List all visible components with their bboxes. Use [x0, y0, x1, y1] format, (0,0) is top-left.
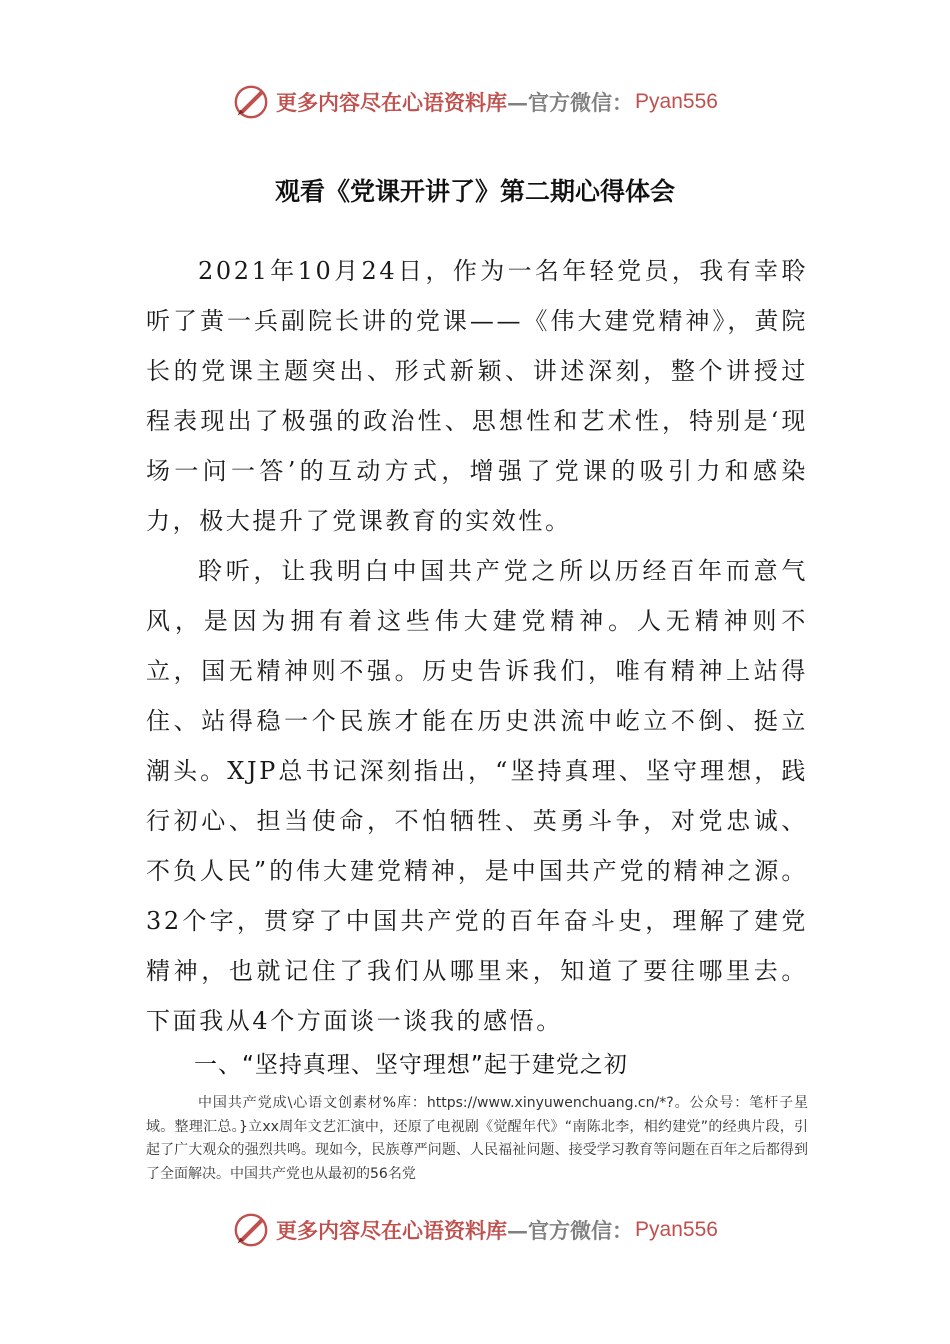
banner-gray-text: —官方微信：	[507, 90, 634, 115]
section-heading: 一、“坚持真理、坚守理想”起于建党之初	[194, 1052, 628, 1078]
document-title: 观看《党课开讲了》第二期心得体会	[274, 177, 675, 206]
paragraph-2: 聆听，让我明白中国共产党之所以历经百年而意气风，是因为拥有着这些伟大建党精神。人无精神则不立，国无精神则不强。历史告诉我们，唯有精神上站得住、站得稳一个民族才能在历史洪流中屹立不倒、挺立潮头。XJP总书记深刻指出，“坚持真理、坚守理想，践行初心、担当使命，不怕牺牲、英勇斗争，对党忠诚、不负人民”的伟大建党精神，是中国共产党的精神之源。32个字，贯穿了中国共产党的百年奋斗史，理解了建党精神，也就记住了我们从哪里来，知道了要往哪里去。下面我从4个方面谈一谈我的感悟。	[146, 557, 808, 1035]
header-banner	[0, 80, 950, 124]
banner-wechat-id: Pyan556	[635, 90, 718, 113]
banner-wechat-id: Pyan556	[635, 1218, 718, 1241]
pen-logo-icon	[232, 83, 270, 121]
pen-logo-icon	[232, 1211, 270, 1249]
small-paragraph: 中国共产党成\心语文创素材%库：https://www.xinyuwenchuang.cn/*?。公众号：笔杆子星域。整理汇总。}立xx周年文艺汇演中，还原了电视剧《觉醒年代》“南陈北李，相约建党”的经典片段，引起了广大观众的强烈共鸣。现如今，民族尊严问题、人民福祉问题、接受学习教育等问题在百年之后都得到了全面解决。中国共产党也从最初的56名党	[146, 1095, 808, 1182]
banner-gray-text: —官方微信：	[507, 1218, 634, 1243]
paragraph-1: 2021年10月24日，作为一名年轻党员，我有幸聆听了黄一兵副院长讲的党课——《伟大建党精神》，黄院长的党课主题突出、形式新颖、讲述深刻，整个讲授过程表现出了极强的政治性、思想性和艺术性，特别是‘现场一问一答’的互动方式，增强了党课的吸引力和感染力，极大提升了党课教育的实效性。	[146, 257, 808, 535]
banner-red-text: 更多内容尽在心语资料库	[276, 90, 508, 115]
banner-red-text: 更多内容尽在心语资料库	[276, 1218, 508, 1243]
footer-banner	[0, 1208, 950, 1252]
document-body	[146, 246, 808, 1046]
